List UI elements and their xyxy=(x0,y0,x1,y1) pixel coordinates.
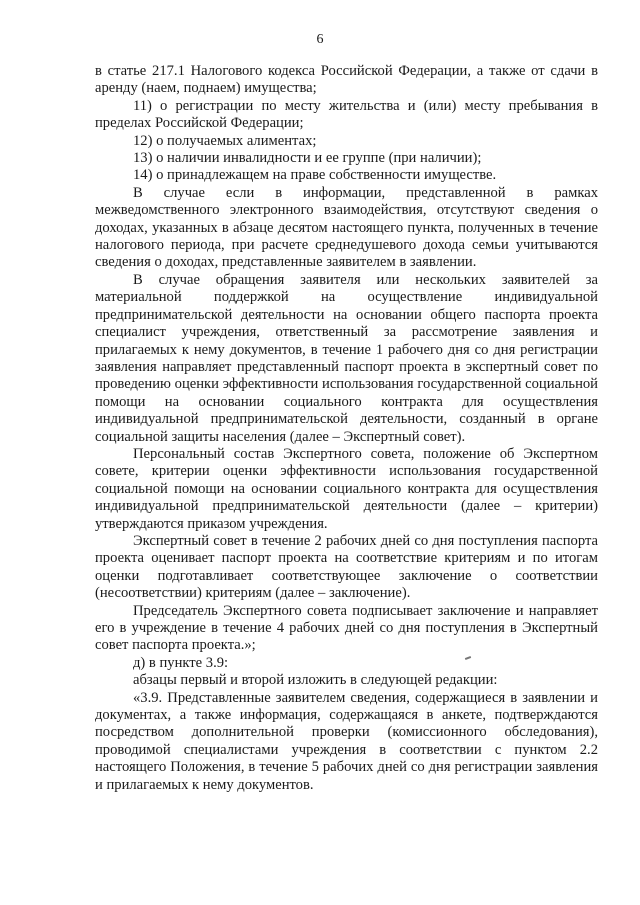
paragraph-income-article-217: в статье 217.1 Налогового кодекса Российской Федерации, а также от сдачи в аренду (наем, поднаем) имущества; xyxy=(95,63,598,97)
list-item-13-disability: 13) о наличии инвалидности и ее группе (при наличии); xyxy=(133,150,482,167)
paragraph-missing-income-info: В случае если в информации, представленной в рамках межведомственного электронного взаимодействия, отсутствуют сведения о доходах, указанных в абзаце десятом настоящего пункта, полученных в течение налогового периода, при расчете среднедушевого дохода семьи учитываются сведения о доходах, представленные заявителем в заявлении. xyxy=(95,184,598,271)
list-item-14-property: 14) о принадлежащем на праве собственности имуществе. xyxy=(133,167,497,184)
page-number: 6 xyxy=(316,32,324,47)
list-item-12-alimony: 12) о получаемых алиментах; xyxy=(133,132,317,149)
subpoint-d-clause-3-9: д) в пункте 3.9: xyxy=(133,654,229,671)
paragraph-council-composition: Персональный состав Экспертного совета, положение об Экспертном совете, критерии оценки эффективности использования государственной социальной помощи на основании социального контракта для осуществления индивидуальной предпринимательской деятельности (далее – критерии) утверждаются приказом учреждения. xyxy=(95,445,598,532)
list-item-11-registration: 11) о регистрации по месту жительства и (или) месту пребывания в пределах Российской Федерации; xyxy=(95,97,598,132)
paragraph-amend-instruction: абзацы первый и второй изложить в следующей редакции: xyxy=(133,672,498,689)
paragraph-chairman-signs: Председатель Экспертного совета подписывает заключение и направляет его в учреждение в течение 4 рабочих дней со дня поступления в Экспертный совет паспорта проекта.»; xyxy=(95,602,598,654)
paragraph-council-assessment: Экспертный совет в течение 2 рабочих дней со дня поступления паспорта проекта оценивает паспорт проекта на соответствие критериям и по итогам оценки подготавливает соответствующее заключение о соответствии (несоответствии) критериям (далее – заключение). xyxy=(95,532,598,602)
paragraph-expert-council-referral: В случае обращения заявителя или нескольких заявителей за материальной поддержкой на осуществление индивидуальной предпринимательской деятельности на основании общего паспорта проекта специалист учреждения, ответственный за рассмотрение заявления и прилагаемых к нему документов, в течение 1 рабочего дня со дня регистрации заявления направляет представленный паспорт проекта в экспертный совет по проведению оценки эффективности использования государственной социальной помощи на основании социального контракта для осуществления индивидуальной предпринимательской деятельности, созданный в органе социальной защиты населения (далее – Экспертный совет). xyxy=(95,271,598,445)
document-body xyxy=(95,63,598,794)
paragraph-clause-3-9-text: «3.9. Представленные заявителем сведения, содержащиеся в заявлении и документах, а также информация, содержащаяся в анкете, подтверждаются посредством дополнительной проверки (комиссионного обследования), проводимой специалистами учреждения в соответствии с пунктом 2.2 настоящего Положения, в течение 5 рабочих дней со дня регистрации заявления и прилагаемых к нему документов. xyxy=(95,689,598,793)
